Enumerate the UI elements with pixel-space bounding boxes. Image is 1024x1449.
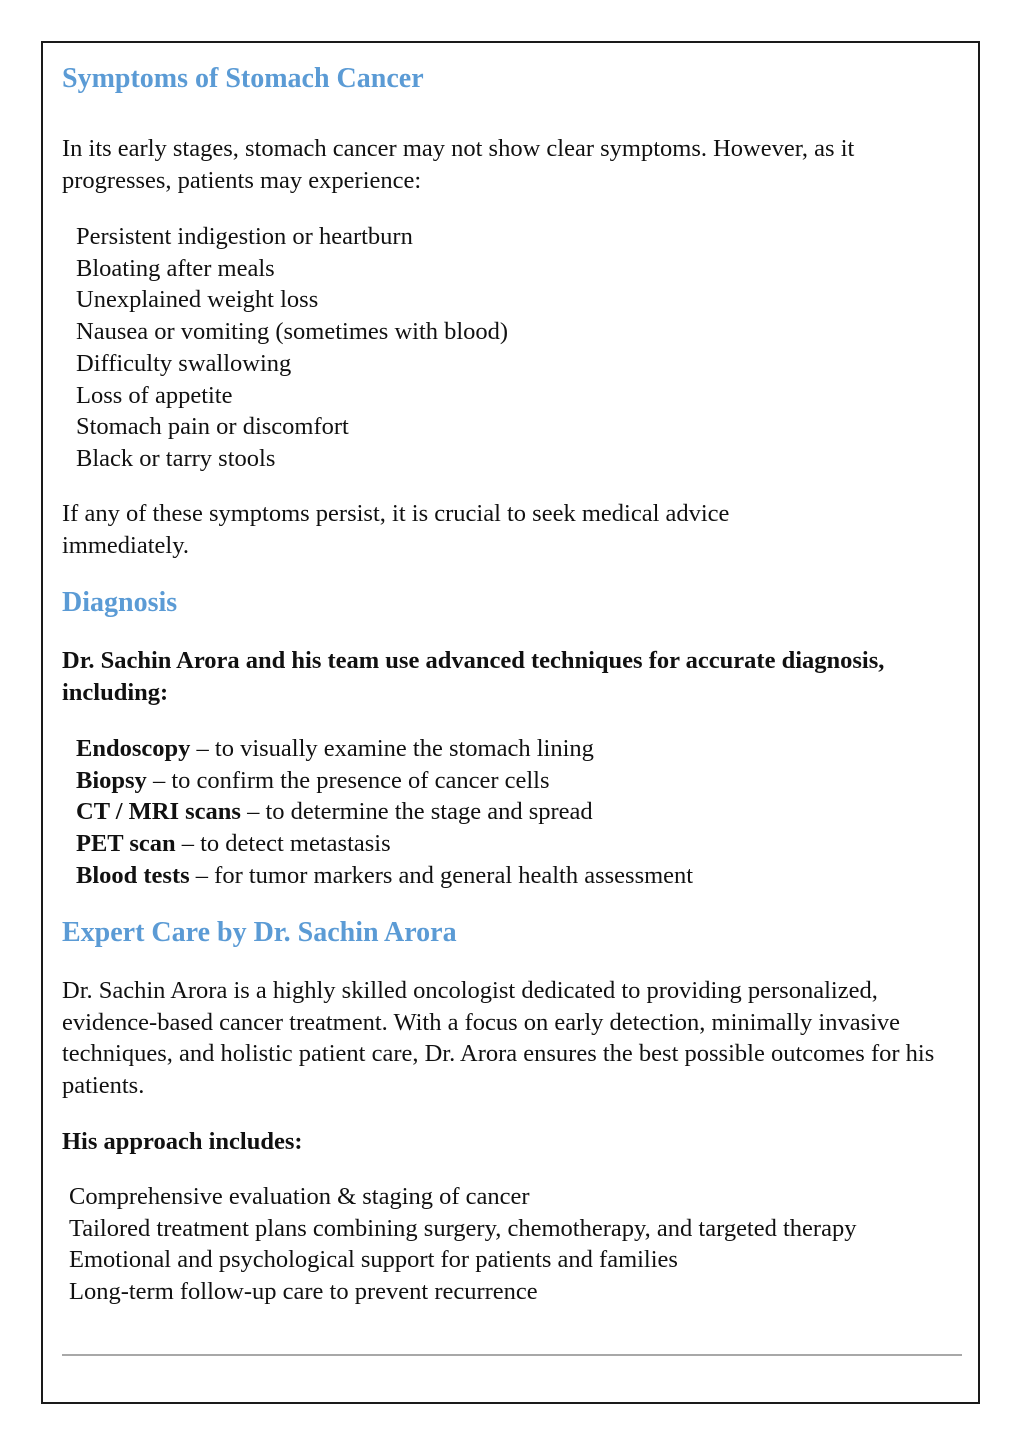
approach-label: His approach includes: <box>62 1128 303 1155</box>
diagnosis-desc: – to detect metastasis <box>175 830 391 858</box>
symptoms-intro: In its early stages, stomach cancer may not show clear symptoms. However, as it progresses, patients may experience: <box>62 135 855 194</box>
list-item: Comprehensive evaluation & staging of cancer <box>69 1183 530 1210</box>
diagnosis-term: CT / MRI scans <box>76 798 241 826</box>
list-item: Stomach pain or discomfort <box>76 413 349 441</box>
expert-care-body: Dr. Sachin Arora is a highly skilled oncologist dedicated to providing personalized, evidence-based cancer treatment. With a focus on early detection, minimally invasive techniques, and holistic patient care, Dr. Arora ensures the best possible outcomes for his patients. <box>62 977 935 1099</box>
list-item <box>76 828 693 860</box>
list-item <box>76 733 693 765</box>
diagnosis-intro: Dr. Sachin Arora and his team use advanced techniques for accurate diagnosis, including: <box>62 647 885 706</box>
list-item: Black or tarry stools <box>76 444 276 472</box>
list-item <box>76 765 693 797</box>
diagnosis-desc: – to determine the stage and spread <box>240 798 593 826</box>
diagnosis-term: Blood tests <box>76 861 190 889</box>
diagnosis-list <box>76 733 693 892</box>
list-item: Difficulty swallowing <box>76 349 292 377</box>
diagnosis-term: Biopsy <box>76 766 147 794</box>
diagnosis-term: PET scan <box>76 830 176 858</box>
diagnosis-term: Endoscopy <box>76 735 191 762</box>
expert-care-heading: Expert Care by Dr. Sachin Arora <box>62 917 457 948</box>
list-item: Persistent indigestion or heartburn <box>76 223 413 250</box>
symptoms-outro: If any of these symptoms persist, it is crucial to seek medical advice immediately. <box>62 500 730 559</box>
diagnosis-desc: – to visually examine the stomach lining <box>190 735 594 762</box>
list-item: Emotional and psychological support for patients and families <box>69 1246 678 1274</box>
symptoms-heading: Symptoms of Stomach Cancer <box>62 63 424 94</box>
footer-divider <box>62 1354 962 1356</box>
approach-list <box>69 1181 856 1308</box>
list-item: Tailored treatment plans combining surgery, chemotherapy, and targeted therapy <box>69 1214 857 1242</box>
diagnosis-heading: Diagnosis <box>62 587 178 618</box>
diagnosis-desc: – for tumor markers and general health assessment <box>189 861 694 889</box>
list-item: Loss of appetite <box>76 381 233 409</box>
list-item: Long-term follow-up care to prevent recurrence <box>69 1278 538 1306</box>
symptoms-list <box>76 221 508 475</box>
list-item <box>76 860 693 892</box>
list-item: Unexplained weight loss <box>76 286 319 314</box>
list-item: Nausea or vomiting (sometimes with blood) <box>76 318 509 346</box>
list-item <box>76 796 693 828</box>
diagnosis-desc: – to confirm the presence of cancer cells <box>146 766 550 794</box>
list-item: Bloating after meals <box>76 254 275 282</box>
